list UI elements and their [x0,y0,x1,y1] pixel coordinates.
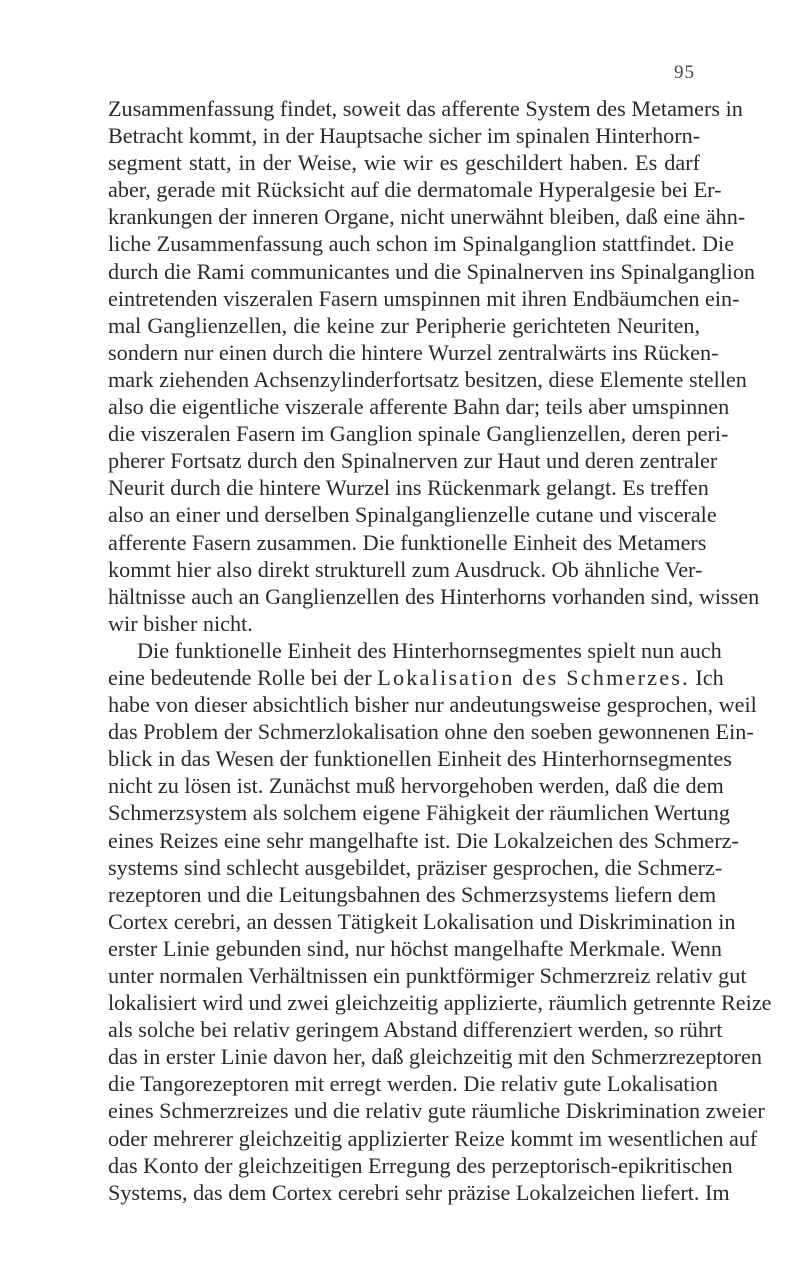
text-line: erster Linie gebunden sind, nur höchst mangelhafte Merkmale. Wenn [108,935,722,961]
text-line: Zusammenfassung findet, soweit das afferente System des Metamers in [108,96,743,121]
text-line: segment statt, in der Weise, wie wir es geschildert haben. Es darf [108,150,700,176]
text-line: unter normalen Verhältnissen ein punktförmiger Schmerzreiz relativ gut [108,963,747,988]
text-line: aber, gerade mit Rücksicht auf die dermatomale Hyperalgesie bei Er- [108,177,722,203]
text-line: oder mehrerer gleichzeitig applizierter Reize kommt im wesentlichen auf [108,1125,758,1151]
text-line: also die eigentliche viszerale afferente Bahn dar; teils aber umspinnen [108,394,730,420]
text-line: die Tangorezeptoren mit erregt werden. Die relativ gute Lokalisation [108,1071,718,1097]
text-segment: eine bedeutende Rolle bei der [108,664,372,690]
text-line: afferente Fasern zusammen. Die funktionelle Einheit des Metamers [108,529,707,555]
text-line: Cortex cerebri, an dessen Tätigkeit Lokalisation und Diskrimination in [108,908,736,934]
body-text [108,95,772,1206]
text-line: eines Reizes eine sehr mangelhafte ist. Die Lokalzeichen des Schmerz- [108,827,739,853]
text-line: nicht zu lösen ist. Zunächst muß hervorgehoben werden, daß die dem [108,773,724,799]
text-segment: Ich [695,664,724,690]
text-line: liche Zusammenfassung auch schon im Spinalganglion stattfindet. Die [108,231,735,257]
text-line: das in erster Linie davon her, daß gleichzeitig mit den Schmerzrezeptoren [108,1044,762,1070]
paragraph-1 [108,95,760,637]
text-line: als solche bei relativ geringem Abstand differenziert werden, so rührt [108,1017,723,1043]
text-line: Systems, das dem Cortex cerebri sehr präzise Lokalzeichen liefert. Im [108,1179,730,1205]
text-line: rezeptoren und die Leitungsbahnen des Schmerzsystems liefern dem [108,881,717,907]
text-line [108,664,724,691]
text-line: habe von dieser absichtlich bisher nur andeutungsweise gesprochen, weil [108,692,757,718]
text-line: die viszeralen Fasern im Ganglion spinale Ganglienzellen, deren peri- [108,421,729,447]
text-line: das Problem der Schmerzlokalisation ohne den soeben gewonnenen Ein- [108,719,754,745]
text-line: Betracht kommt, in der Hauptsache sicher im spinalen Hinterhorn- [108,123,701,149]
text-line: also an einer und derselben Spinalganglienzelle cutane und viscerale [108,502,717,528]
text-line: pherer Fortsatz durch den Spinalnerven zur Haut und deren zentraler [108,448,718,474]
paragraph-2 [108,637,772,1206]
text-line: eines Schmerzreizes und die relativ gute räumliche Diskrimination zweier [108,1098,765,1124]
text-line: mal Ganglienzellen, die keine zur Peripherie gerichteten Neuriten, [108,312,700,338]
text-line: lokalisiert wird und zwei gleichzeitig applizierte, räumlich getrennte Reize [108,990,772,1016]
paragraph-2-lines [108,691,772,1206]
text-line: das Konto der gleichzeitigen Erregung des perzeptorisch-epikritischen [108,1152,733,1178]
text-line: hältnisse auch an Ganglienzellen des Hinterhorns vorhanden sind, wissen [108,583,760,609]
text-line: blick in das Wesen der funktionellen Einheit des Hinterhornsegmentes [108,746,732,772]
text-line: systems sind schlecht ausgebildet, präziser gesprochen, die Schmerz- [108,854,723,880]
text-line: krankungen der inneren Organe, nicht unerwähnt bleiben, daß eine ähn- [108,204,746,230]
text-line: durch die Rami communicantes und die Spinalnerven ins Spinalganglion [108,258,756,284]
text-line: Die funktionelle Einheit des Hinterhornsegmentes spielt nun auch [137,637,722,663]
text-line: eintretenden viszeralen Fasern umspinnen mit ihren Endbäumchen ein- [108,285,740,311]
text-line: sondern nur einen durch die hintere Wurzel zentralwärts ins Rücken- [108,339,719,365]
text-line: kommt hier also direkt strukturell zum Ausdruck. Ob ähnliche Ver- [108,556,703,582]
text-line: mark ziehenden Achsenzylinderfortsatz besitzen, diese Elemente stellen [108,366,747,392]
text-line: Schmerzsystem als solchem eigene Fähigkeit der räumlichen Wertung [108,800,730,826]
emphasized-phrase: Lokalisation des Schmerzes. [377,664,690,690]
text-line: wir bisher nicht. [108,610,253,636]
page-number: 95 [674,62,695,83]
text-line: Neurit durch die hintere Wurzel ins Rückenmark gelangt. Es treffen [108,475,709,501]
